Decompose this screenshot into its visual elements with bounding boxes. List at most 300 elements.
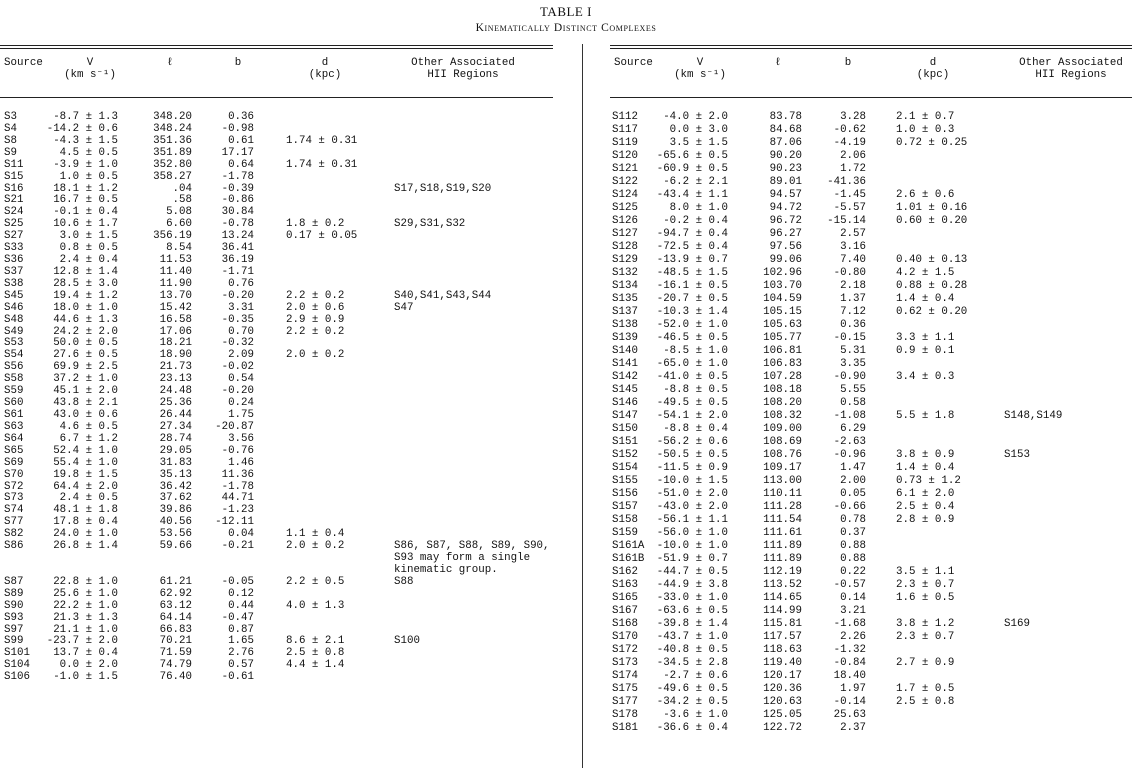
latitude-cell: -0.47 — [221, 611, 254, 624]
latitude-cell: -20.87 — [215, 420, 254, 433]
table-number: TABLE I — [540, 4, 592, 19]
velocity-cell: 17.8 ± 0.4 — [53, 516, 118, 529]
table-row — [608, 476, 1132, 488]
latitude-cell: -5.57 — [833, 202, 866, 214]
header-d: d — [321, 57, 329, 69]
header-other-2: HII Regions — [427, 69, 499, 81]
longitude-cell: 108.69 — [763, 436, 802, 448]
velocity-cell: 22.2 ± 1.0 — [53, 599, 118, 612]
source-cell: S152 — [612, 449, 638, 461]
latitude-cell: 3.31 — [228, 301, 254, 314]
table-row — [608, 632, 1132, 644]
distance-cell: 0.9 ± 0.1 — [896, 345, 955, 357]
distance-cell: 2.5 ± 0.8 — [896, 696, 955, 708]
velocity-cell: 2.4 ± 0.4 — [59, 254, 118, 267]
velocity-cell: 19.4 ± 1.2 — [53, 289, 118, 302]
distance-cell: 2.3 ± 0.7 — [896, 631, 955, 643]
distance-cell: 0.40 ± 0.13 — [896, 254, 968, 266]
velocity-cell: -8.8 ± 0.4 — [663, 423, 728, 435]
latitude-cell: -15.14 — [827, 215, 866, 227]
source-cell: S163 — [612, 579, 638, 591]
latitude-cell: 2.18 — [840, 280, 866, 292]
velocity-cell: 13.7 ± 0.4 — [53, 647, 118, 660]
source-cell: S162 — [612, 566, 638, 578]
velocity-cell: -8.8 ± 0.5 — [663, 384, 728, 396]
table-row — [0, 374, 560, 386]
velocity-cell: -52.0 ± 1.0 — [656, 319, 728, 331]
table-row — [0, 195, 560, 207]
latitude-cell: 0.87 — [228, 623, 254, 636]
latitude-cell: -0.78 — [221, 218, 254, 231]
velocity-cell: 16.7 ± 0.5 — [53, 194, 118, 207]
table-row — [0, 422, 560, 434]
velocity-cell: -4.3 ± 1.5 — [53, 134, 118, 147]
latitude-cell: 0.78 — [840, 514, 866, 526]
latitude-cell: -0.15 — [833, 332, 866, 344]
latitude-cell: 0.14 — [840, 592, 866, 604]
source-cell: S126 — [612, 215, 638, 227]
velocity-cell: 6.7 ± 1.2 — [59, 432, 118, 445]
longitude-cell: 18.21 — [159, 337, 192, 350]
longitude-cell: 23.13 — [159, 373, 192, 386]
source-cell: S82 — [4, 528, 24, 541]
table-row — [608, 424, 1132, 436]
table-row — [0, 315, 560, 327]
distance-cell: 0.17 ± 0.05 — [286, 230, 358, 243]
longitude-cell: 15.42 — [159, 301, 192, 314]
velocity-cell: 21.1 ± 1.0 — [53, 623, 118, 636]
source-cell: S145 — [612, 384, 638, 396]
longitude-cell: 90.23 — [769, 163, 802, 175]
velocity-cell: -44.7 ± 0.5 — [656, 566, 728, 578]
source-cell: S33 — [4, 242, 24, 255]
longitude-cell: .04 — [172, 182, 192, 195]
longitude-cell: 16.58 — [159, 313, 192, 326]
velocity-cell: -50.5 ± 0.5 — [656, 449, 728, 461]
distance-cell: 4.0 ± 1.3 — [286, 599, 345, 612]
longitude-cell: 118.63 — [763, 644, 802, 656]
table-row — [608, 190, 1132, 202]
velocity-cell: 50.0 ± 0.5 — [53, 337, 118, 350]
table-row — [0, 446, 560, 458]
velocity-cell: -0.2 ± 0.4 — [663, 215, 728, 227]
distance-cell: 0.88 ± 0.28 — [896, 280, 968, 292]
table-row — [608, 177, 1132, 189]
latitude-cell: -0.90 — [833, 371, 866, 383]
longitude-cell: 113.52 — [763, 579, 802, 591]
source-cell: S64 — [4, 432, 24, 445]
latitude-cell: 2.00 — [840, 475, 866, 487]
table-row — [608, 281, 1132, 293]
source-cell: S61 — [4, 409, 24, 421]
table-row — [0, 470, 560, 482]
longitude-cell: 94.57 — [769, 189, 802, 201]
source-cell: S161A — [612, 540, 645, 552]
longitude-cell: 120.17 — [763, 670, 802, 682]
longitude-cell: 348.24 — [153, 122, 192, 135]
longitude-cell: 11.90 — [159, 277, 192, 290]
latitude-cell: 36.41 — [221, 242, 254, 255]
distance-cell: 3.3 ± 1.1 — [896, 332, 955, 344]
latitude-cell: 1.75 — [228, 409, 254, 421]
velocity-cell: -3.9 ± 1.0 — [53, 158, 118, 171]
velocity-cell: 64.4 ± 2.0 — [53, 480, 118, 493]
velocity-cell: -43.4 ± 1.1 — [656, 189, 728, 201]
distance-cell: 2.0 ± 0.2 — [286, 540, 345, 553]
source-cell: S59 — [4, 385, 24, 398]
table-row — [0, 303, 560, 315]
longitude-cell: 39.86 — [159, 504, 192, 517]
source-cell: S161B — [612, 553, 645, 565]
source-cell: S27 — [4, 230, 24, 243]
table-row — [608, 242, 1132, 254]
source-cell: S8 — [4, 134, 17, 147]
table-row — [608, 528, 1132, 540]
latitude-cell: 0.76 — [228, 277, 254, 290]
latitude-cell: 5.55 — [840, 384, 866, 396]
velocity-cell: -6.2 ± 2.1 — [663, 176, 728, 188]
velocity-cell: -1.0 ± 1.5 — [53, 671, 118, 684]
table-row — [608, 385, 1132, 397]
latitude-cell: 2.09 — [228, 349, 254, 362]
header-v: V — [86, 57, 94, 69]
velocity-cell: -8.5 ± 1.0 — [663, 345, 728, 357]
source-cell: S72 — [4, 480, 24, 493]
latitude-cell: 0.05 — [840, 488, 866, 500]
header-other-1: Other Associated — [1019, 57, 1123, 69]
latitude-cell: 44.71 — [221, 492, 254, 505]
longitude-cell: 84.68 — [769, 124, 802, 136]
longitude-cell: 113.00 — [763, 475, 802, 487]
velocity-cell: 19.8 ± 1.5 — [53, 468, 118, 481]
longitude-cell: 37.62 — [159, 492, 192, 505]
source-cell: S49 — [4, 325, 24, 338]
latitude-cell: 11.36 — [221, 468, 254, 481]
header-source: Source — [614, 57, 653, 69]
source-cell: S46 — [4, 301, 24, 314]
longitude-cell: 87.06 — [769, 137, 802, 149]
table-row — [608, 697, 1132, 709]
source-cell: S3 — [4, 111, 17, 123]
source-cell: S117 — [612, 124, 638, 136]
source-cell: S157 — [612, 501, 638, 513]
table-row — [608, 229, 1132, 241]
table-row — [608, 502, 1132, 514]
source-cell: S65 — [4, 444, 24, 457]
table-row — [0, 148, 560, 160]
velocity-cell: 18.1 ± 1.2 — [53, 182, 118, 195]
source-cell: S97 — [4, 623, 24, 636]
longitude-cell: 96.27 — [769, 228, 802, 240]
distance-cell: 2.5 ± 0.8 — [286, 647, 345, 660]
latitude-cell: 25.63 — [833, 709, 866, 721]
velocity-cell: -46.5 ± 0.5 — [656, 332, 728, 344]
longitude-cell: 119.40 — [763, 657, 802, 669]
table-row — [608, 164, 1132, 176]
latitude-cell: 0.44 — [228, 599, 254, 612]
velocity-cell: -3.6 ± 1.0 — [663, 709, 728, 721]
longitude-cell: 29.05 — [159, 444, 192, 457]
velocity-cell: -51.0 ± 2.0 — [656, 488, 728, 500]
source-cell: S69 — [4, 456, 24, 469]
distance-cell: 1.4 ± 0.4 — [896, 462, 955, 474]
velocity-cell: -0.1 ± 0.4 — [53, 206, 118, 219]
other-hii-cell: S17,S18,S19,S20 — [394, 182, 492, 195]
velocity-cell: 48.1 ± 1.8 — [53, 504, 118, 517]
latitude-cell: 0.61 — [228, 134, 254, 147]
longitude-cell: 96.72 — [769, 215, 802, 227]
longitude-cell: 71.59 — [159, 647, 192, 660]
source-cell: S54 — [4, 349, 24, 362]
longitude-cell: 13.70 — [159, 289, 192, 302]
table-row — [608, 125, 1132, 137]
longitude-cell: 61.21 — [159, 575, 192, 588]
latitude-cell: -0.61 — [221, 671, 254, 684]
velocity-cell: -10.0 ± 1.5 — [656, 475, 728, 487]
source-cell: S142 — [612, 371, 638, 383]
distance-cell: 3.8 ± 1.2 — [896, 618, 955, 630]
longitude-cell: 31.83 — [159, 456, 192, 469]
source-cell: S128 — [612, 241, 638, 253]
velocity-cell: -56.2 ± 0.6 — [656, 436, 728, 448]
source-cell: S139 — [612, 332, 638, 344]
table-row — [608, 138, 1132, 150]
longitude-cell: 115.81 — [763, 618, 802, 630]
longitude-cell: 125.05 — [763, 709, 802, 721]
table-row — [0, 350, 560, 362]
source-cell: S60 — [4, 397, 24, 410]
table-row — [0, 160, 560, 172]
table-row — [608, 320, 1132, 332]
table-row — [0, 577, 560, 589]
longitude-cell: 108.76 — [763, 449, 802, 461]
latitude-cell: -1.32 — [833, 644, 866, 656]
source-cell: S86 — [4, 540, 24, 553]
longitude-cell: 11.40 — [159, 265, 192, 278]
source-cell: S147 — [612, 410, 638, 422]
table-row — [608, 372, 1132, 384]
longitude-cell: 351.89 — [153, 146, 192, 159]
table-row — [0, 207, 560, 219]
longitude-cell: 24.48 — [159, 385, 192, 398]
longitude-cell: 63.12 — [159, 599, 192, 612]
header-bottom-rule — [610, 97, 1132, 98]
source-cell: S150 — [612, 423, 638, 435]
velocity-cell: -10.0 ± 1.0 — [656, 540, 728, 552]
latitude-cell: -0.57 — [833, 579, 866, 591]
source-cell: S70 — [4, 468, 24, 481]
longitude-cell: 66.83 — [159, 623, 192, 636]
source-cell: S177 — [612, 696, 638, 708]
velocity-cell: -23.7 ± 2.0 — [46, 635, 118, 648]
latitude-cell: 0.88 — [840, 540, 866, 552]
velocity-cell: -40.8 ± 0.5 — [656, 644, 728, 656]
velocity-cell: -43.0 ± 2.0 — [656, 501, 728, 513]
velocity-cell: 43.8 ± 2.1 — [53, 397, 118, 410]
distance-cell: 2.0 ± 0.6 — [286, 301, 345, 314]
other-hii-cell: S86, S87, S88, S89, S90, — [394, 540, 550, 553]
latitude-cell: 3.56 — [228, 432, 254, 445]
longitude-cell: 108.18 — [763, 384, 802, 396]
source-cell: S155 — [612, 475, 638, 487]
velocity-cell: 21.3 ± 1.3 — [53, 611, 118, 624]
table-row — [0, 541, 560, 553]
table-row — [608, 554, 1132, 566]
longitude-cell: 108.32 — [763, 410, 802, 422]
longitude-cell: 5.08 — [166, 206, 192, 219]
velocity-cell: 12.8 ± 1.4 — [53, 265, 118, 278]
latitude-cell: -0.84 — [833, 657, 866, 669]
table-row — [608, 294, 1132, 306]
latitude-cell: 0.24 — [228, 397, 254, 410]
distance-cell: 2.8 ± 0.9 — [896, 514, 955, 526]
table-row — [0, 184, 560, 196]
latitude-cell: 1.72 — [840, 163, 866, 175]
latitude-cell: 0.37 — [840, 527, 866, 539]
table-row — [608, 112, 1132, 124]
latitude-cell: -1.68 — [833, 618, 866, 630]
source-cell: S158 — [612, 514, 638, 526]
table-row — [0, 267, 560, 279]
source-cell: S120 — [612, 150, 638, 162]
source-cell: S21 — [4, 194, 24, 207]
table-row — [0, 648, 560, 660]
table-row — [608, 671, 1132, 683]
table-row — [0, 517, 560, 529]
velocity-cell: -14.2 ± 0.6 — [46, 122, 118, 135]
table-row — [608, 710, 1132, 722]
other-hii-cell: S47 — [394, 301, 414, 314]
table-row — [608, 658, 1132, 670]
latitude-cell: 13.24 — [221, 230, 254, 243]
source-cell: S25 — [4, 218, 24, 231]
header-l: ℓ — [166, 57, 174, 69]
table-row — [608, 359, 1132, 371]
longitude-cell: 11.53 — [159, 254, 192, 267]
source-cell: S165 — [612, 592, 638, 604]
longitude-cell: 106.81 — [763, 345, 802, 357]
longitude-cell: 109.17 — [763, 462, 802, 474]
distance-cell: 2.3 ± 0.7 — [896, 579, 955, 591]
velocity-cell: -49.6 ± 0.5 — [656, 683, 728, 695]
table-row — [608, 489, 1132, 501]
longitude-cell: 89.01 — [769, 176, 802, 188]
latitude-cell: -0.66 — [833, 501, 866, 513]
latitude-cell: -0.32 — [221, 337, 254, 350]
velocity-cell: 4.5 ± 0.5 — [59, 146, 118, 159]
longitude-cell: 40.56 — [159, 516, 192, 529]
source-cell: S146 — [612, 397, 638, 409]
latitude-cell: -0.02 — [221, 361, 254, 374]
longitude-cell: 76.40 — [159, 671, 192, 684]
velocity-cell: 44.6 ± 1.3 — [53, 313, 118, 326]
distance-cell: 6.1 ± 2.0 — [896, 488, 955, 500]
source-cell: S112 — [612, 111, 638, 123]
source-cell: S140 — [612, 345, 638, 357]
velocity-cell: -20.7 ± 0.5 — [656, 293, 728, 305]
source-cell: S181 — [612, 722, 638, 734]
latitude-cell: 0.58 — [840, 397, 866, 409]
longitude-cell: 351.36 — [153, 134, 192, 147]
source-cell: S74 — [4, 504, 24, 517]
longitude-cell: 111.89 — [763, 553, 802, 565]
longitude-cell: 352.80 — [153, 158, 192, 171]
latitude-cell: -1.78 — [221, 170, 254, 183]
velocity-cell: -41.0 ± 0.5 — [656, 371, 728, 383]
table-row — [0, 172, 560, 184]
latitude-cell: 2.57 — [840, 228, 866, 240]
table-row — [608, 606, 1132, 618]
table-row — [0, 613, 560, 625]
longitude-cell: 83.78 — [769, 111, 802, 123]
velocity-cell: -56.0 ± 1.0 — [656, 527, 728, 539]
longitude-cell: 112.19 — [763, 566, 802, 578]
table-row — [0, 660, 560, 672]
longitude-cell: 356.19 — [153, 230, 192, 243]
latitude-cell: -0.21 — [221, 540, 254, 553]
longitude-cell: 97.56 — [769, 241, 802, 253]
distance-cell: 3.5 ± 1.1 — [896, 566, 955, 578]
velocity-cell: -11.5 ± 0.9 — [656, 462, 728, 474]
latitude-cell: 7.40 — [840, 254, 866, 266]
distance-cell: 1.1 ± 0.4 — [286, 528, 345, 541]
table-row — [608, 437, 1132, 449]
latitude-cell: -0.20 — [221, 289, 254, 302]
latitude-cell: 0.22 — [840, 566, 866, 578]
velocity-cell: -54.1 ± 2.0 — [656, 410, 728, 422]
distance-cell: 0.72 ± 0.25 — [896, 137, 968, 149]
velocity-cell: 3.0 ± 1.5 — [59, 230, 118, 243]
velocity-cell: -36.6 ± 0.4 — [656, 722, 728, 734]
velocity-cell: 24.0 ± 1.0 — [53, 528, 118, 541]
table-row — [608, 515, 1132, 527]
longitude-cell: 114.65 — [763, 592, 802, 604]
velocity-cell: -63.6 ± 0.5 — [656, 605, 728, 617]
longitude-cell: 105.77 — [763, 332, 802, 344]
distance-cell: 1.8 ± 0.2 — [286, 218, 345, 231]
source-cell: S37 — [4, 265, 24, 278]
table-row — [608, 593, 1132, 605]
longitude-cell: 103.70 — [763, 280, 802, 292]
longitude-cell: 111.54 — [763, 514, 802, 526]
header-d: d — [929, 57, 937, 69]
velocity-cell: -48.5 ± 1.5 — [656, 267, 728, 279]
latitude-cell: -1.71 — [221, 265, 254, 278]
source-cell: S173 — [612, 657, 638, 669]
longitude-cell: 102.96 — [763, 267, 802, 279]
header-other-1: Other Associated — [411, 57, 515, 69]
header-top-rule — [610, 45, 1132, 46]
table-row — [0, 124, 560, 136]
latitude-cell: 0.54 — [228, 373, 254, 386]
source-cell: S156 — [612, 488, 638, 500]
source-cell: S129 — [612, 254, 638, 266]
latitude-cell: 3.21 — [840, 605, 866, 617]
table-row — [0, 434, 560, 446]
table-row — [0, 112, 560, 124]
source-cell: S24 — [4, 206, 24, 219]
velocity-cell: -34.2 ± 0.5 — [656, 696, 728, 708]
latitude-cell: 2.37 — [840, 722, 866, 734]
other-hii-cell: S100 — [394, 635, 420, 648]
source-cell: S63 — [4, 420, 24, 433]
longitude-cell: 105.15 — [763, 306, 802, 318]
table-title: Kinematically Distinct Complexes — [475, 22, 657, 34]
longitude-cell: 358.27 — [153, 170, 192, 183]
latitude-cell: -12.11 — [215, 516, 254, 529]
table-row — [0, 529, 560, 541]
source-cell: S178 — [612, 709, 638, 721]
